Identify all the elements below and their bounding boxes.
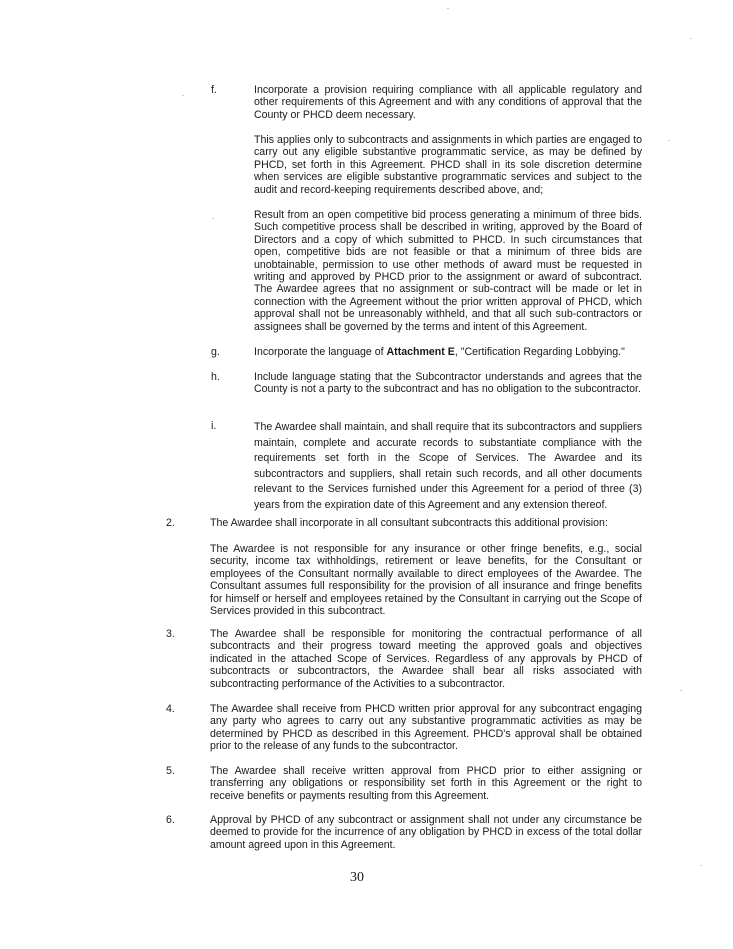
page-number: 30 (350, 870, 364, 885)
item-h-text: Include language stating that the Subcontractor understands and agrees that the County is not a party to the subcontract and has no obligation to the subcontractor. (254, 371, 642, 396)
item-f-marker: f. (211, 84, 217, 96)
item-f-paragraph-2: This applies only to subcontracts and assignments in which parties are engaged to carry out any eligible substantive programmatic service, as may be defined by PHCD, set forth in this Agreement. PHCD shall in its sole discretion determine when services are eligible substantive programmatic services and subject to the audit and record-keeping requirements described above, and; (254, 134, 642, 196)
item-5-marker: 5. (166, 765, 175, 777)
item-6-marker: 6. (166, 814, 175, 826)
item-2-marker: 2. (166, 517, 175, 529)
item-g-marker: g. (211, 346, 220, 358)
scan-speck (680, 690, 682, 691)
attachment-e-reference: Attachment E (386, 346, 455, 358)
item-5-text: The Awardee shall receive written approval from PHCD prior to either assigning or transferring any obligations or responsibility set forth in this Agreement or the right to receive benefits or payments resulting from this Agreement. (210, 765, 642, 802)
item-g-text-before: Incorporate the language of (254, 346, 387, 358)
item-f-paragraph-3: Result from an open competitive bid process generating a minimum of three bids. Such competitive process shall be described in writing, approved by the Board of Directors and a copy of which submitted to PHCD. In such circumstances that open, competitive bids are not feasible or that a minimum of three bids are unobtainable, permission to use other methods of award must be requested in writing and approved by PHCD prior to the assignment or award of subcontract. The Awardee agrees that no assignment or sub-contract will be made or let in connection with the Agreement without the prior written approval of PHCD, which approval shall not be unreasonably withheld, and that all such sub-contractors or assignees shall be governed by the terms and intent of this Agreement. (254, 209, 642, 333)
scan-speck (182, 95, 184, 96)
item-2-text: The Awardee shall incorporate in all consultant subcontracts this additional provision: (210, 517, 608, 529)
scan-speck (668, 140, 670, 141)
item-3-text: The Awardee shall be responsible for monitoring the contractual performance of all subcontracts and their progress toward meeting the approved goals and objectives indicated in the attached Scope of Services. Regardless of any approvals by PHCD of subcontracts or subcontractors, the Awardee shall bear all risks associated with subcontracting performance of the Activities to a subcontractor. (210, 628, 642, 690)
item-i-marker: i. (211, 420, 217, 432)
item-i-text: The Awardee shall maintain, and shall require that its subcontractors and suppliers maintain, complete and accurate records to substantiate compliance with the requirements set forth in the Scope of Services. The Awardee and its subcontractors and suppliers, shall retain such records, and all other documents relevant to the Services furnished under this Agreement for a period of three (3) years from the expiration date of this Agreement and any extension thereof. (254, 421, 642, 511)
item-4-text: The Awardee shall receive from PHCD written prior approval for any subcontract engaging any party who agrees to carry out any substantive programmatic activities as may be determined by PHCD as described in this Agreement. PHCD's approval shall be obtained prior to the release of any funds to the subcontractor. (210, 703, 642, 753)
scan-speck (447, 8, 449, 9)
item-3-marker: 3. (166, 628, 175, 640)
scan-speck (690, 38, 692, 39)
item-6-text: Approval by PHCD of any subcontract or assignment shall not under any circumstance be deemed to provide for the incurrence of any obligation by PHCD in excess of the total dollar amount agreed upon in this Agreement. (210, 814, 642, 851)
item-g-text (254, 346, 642, 358)
item-f-paragraph-1: Incorporate a provision requiring compliance with all applicable regulatory and other requirements of this Agreement and with any conditions of approval that the County or PHCD deem necessary. (254, 84, 642, 121)
scan-speck (212, 218, 214, 219)
scan-speck (700, 865, 702, 866)
item-h-marker: h. (211, 371, 220, 383)
item-4-marker: 4. (166, 703, 175, 715)
item-2-provision: The Awardee is not responsible for any insurance or other fringe benefits, e.g., social security, income tax withholdings, retirement or leave benefits, for the Consultant or employees of the Consultant normally available to direct employees of the Awardee. The Consultant assumes full responsibility for the provision of all insurance and fringe benefits for himself or herself and employees retained by the Consultant in carrying out the Scope of Services provided in this subcontract. (210, 543, 642, 618)
item-g-text-after: , "Certification Regarding Lobbying." (454, 346, 625, 358)
